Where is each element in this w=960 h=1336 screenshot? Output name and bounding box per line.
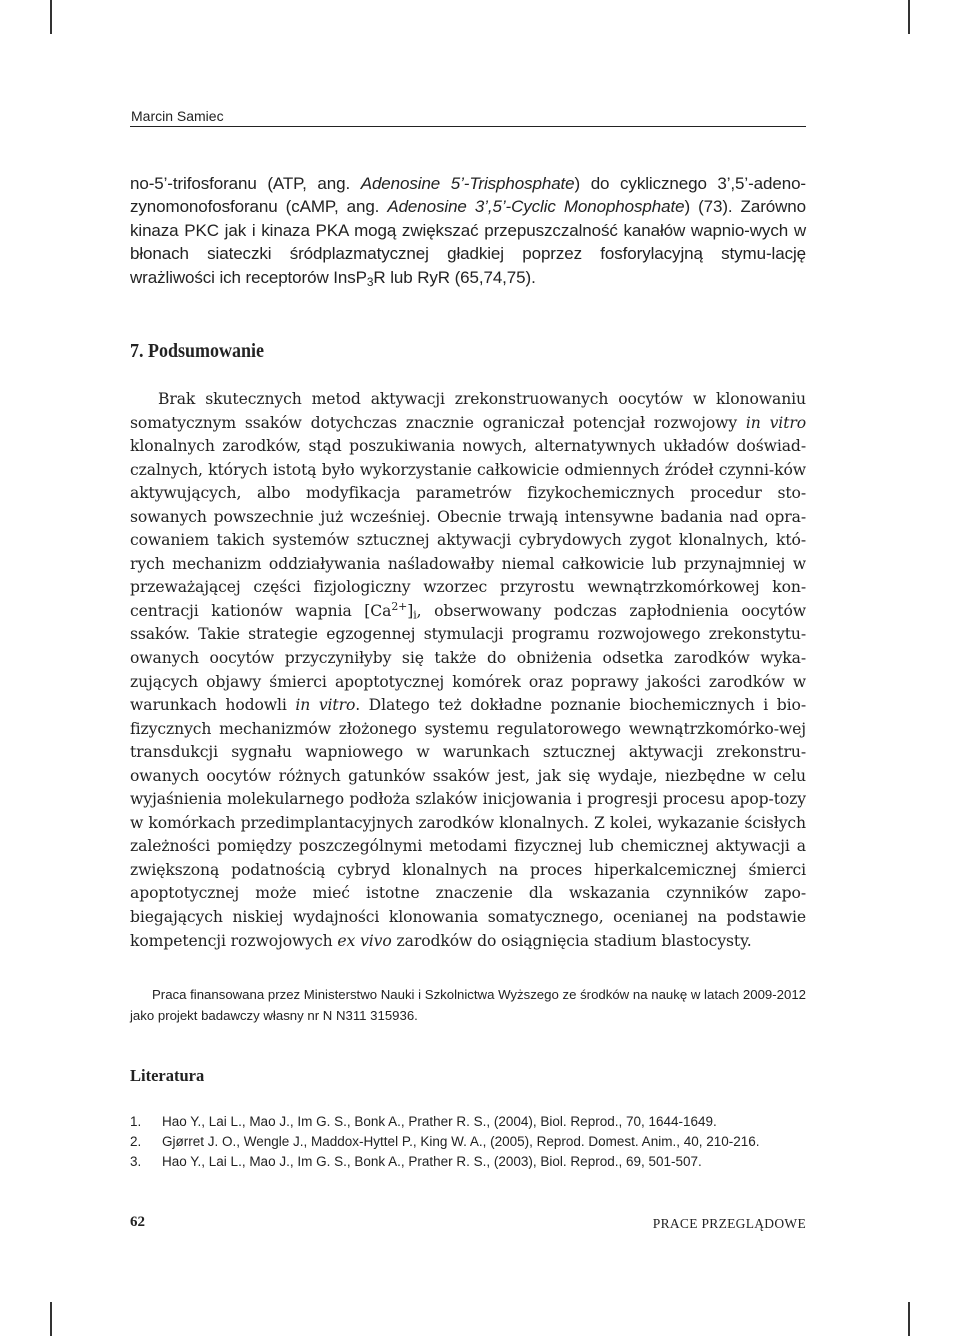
crop-mark-bottom-right — [908, 1302, 910, 1336]
reference-item: 2. Gjørret J. O., Wengle J., Maddox-Hyttel P., King W. A., (2005), Reprod. Domest. Anim., 40, 210-216. — [130, 1134, 760, 1149]
journal-name: PRACE PRZEGLĄDOWE — [652, 1216, 806, 1231]
intro-paragraph: no-5’-trifosforanu (ATP, ang. Adenosine 5’-Trisphosphate) do cyklicznego 3’,5’-adeno-zynomonofosforanu (cAMP, ang. Adenosine 3’,5’-Cyclic Monophosphate) (73). Zarówno kinaza PKC jak i kinaza PKA mogą zwiększać przepuszczalność kanałów wapnio-wych w błonach siateczki śródplazmatycznej gładkiej poprzez fosforylacyjną stymu-lację wrażliwości ich receptorów InsP$_3$R lub RyR (65,74,75). — [130, 174, 806, 289]
header-rule — [130, 126, 806, 127]
page-number: 62 — [130, 1214, 145, 1230]
references-heading: Literatura — [130, 1066, 205, 1085]
reference-item: 1. Hao Y., Lai L., Mao J., Im G. S., Bonk A., Prather R. S., (2004), Biol. Reprod., 70, 1644-1649. — [130, 1114, 717, 1129]
running-header-author: Marcin Samiec — [131, 108, 224, 124]
crop-mark-top-left — [50, 0, 52, 34]
reference-item: 3. Hao Y., Lai L., Mao J., Im G. S., Bonk A., Prather R. S., (2003), Biol. Reprod., 69, 501-507. — [130, 1154, 702, 1169]
funding-note: Praca finansowana przez Ministerstwo Nauki i Szkolnictwa Wyższego ze środków na naukę w latach 2009-2012 jako projekt badawczy własny nr N N311 315936. — [130, 987, 806, 1023]
summary-paragraph: Brak skutecznych metod aktywacji zrekonstruowanych oocytów w klonowaniu somatycznym ssaków dotychczas znacznie ograniczał potencjał rozwojowy in vitro klonalnych zarodków, stąd poszukiwania nowych, alternatywnych układów doświad-czalnych, których istotą było wykorzystanie całkowicie odmiennych źródeł czynni-ków aktywujących, albo modyfikacja parametrów fizykochemicznych procedur sto-sowanych powszechnie już wcześniej. Obecnie trwają intensywne badania nad opra-cowaniem takich systemów sztucznej aktywacji cybrydowych zygot klonalnych, któ-rych mechanizm oddziaływania naśladowałby niemal całkowicie lub przynajmniej w przeważającej części fizjologiczny wzorzec przyrostu wewnątrzkomórkowej kon-centracji kationów wapnia $[Ca^{2+}]_i$, obserwowany podczas zapłodnienia oocytów ssaków. Takie strategie egzogennej stymulacji programu rozwojowego zrekonstytu-owanych oocytów przyczyniłyby się także do obniżenia odsetka zarodków wyka-zujących objawy śmierci apoptotycznej komórek oraz poprawy jakości zarodków w warunkach hodowli in vitro. Dlatego też dokładne poznanie biochemicznych i bio-fizycznych mechanizmów złożonego systemu regulatorowego wewnątrzkomórko-wej transdukcji sygnału wapniowego w warunkach sztucznej aktywacji zrekonstru-owanych oocytów różnych gatunków ssaków jest, jak się wydaje, niezbędne w celu wyjaśnienia molekularnego podłoża szlaków inicjowania i progresji procesu apop-tozy w komórkach przedimplantacyjnych zarodków klonalnych. Z kolei, wykazanie ścisłych zależności pomiędzy poszczególnymi metodami fizycznej lub chemicznej aktywacji a zwiększoną podatnością cybryd klonalnych na proces hiperkalcemicznej śmierci apoptotycznej może mieć istotne znaczenie dla wskazania czynników zapo-biegających niskiej wydajności klonowania somatycznego, ocenianej na podstawie kompetencji rozwojowych ex vivo zarodków do osiągnięcia stadium blastocysty. — [130, 390, 807, 950]
references-list — [130, 1112, 806, 1172]
section-title: 7. Podsumowanie — [130, 340, 265, 362]
crop-mark-top-right — [908, 0, 910, 34]
crop-mark-bottom-left — [50, 1302, 52, 1336]
